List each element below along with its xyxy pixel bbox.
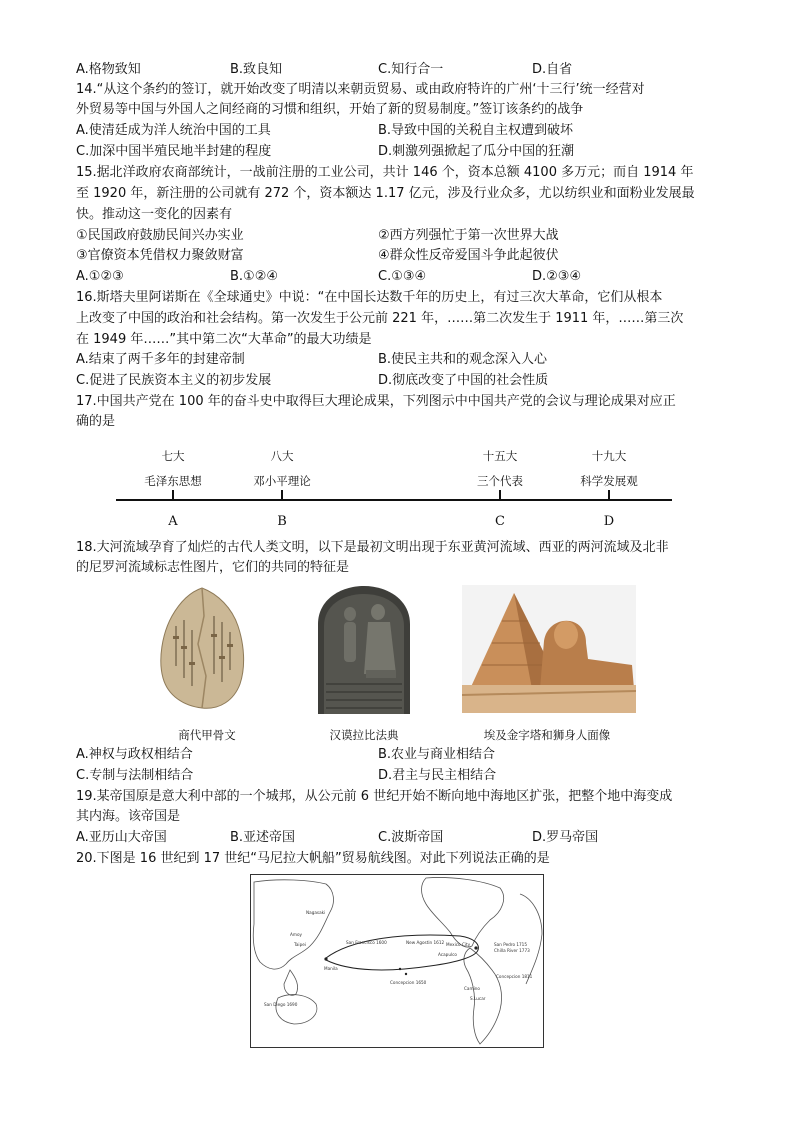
timeline-letter-d: D xyxy=(603,514,615,529)
party-congress-timeline xyxy=(110,442,680,542)
caption-oracle-bone: 商代甲骨文 xyxy=(178,728,236,742)
q16-option-a: A.结束了两千多年的封建帝制 xyxy=(76,352,245,367)
q15-factor-2: ②西方列强忙于第一次世界大战 xyxy=(378,228,559,243)
q16-stem-line-1: 16.斯塔夫里阿诺斯在《全球通史》中说：“在中国长达数千年的历史上，有过三次大革命，它们从根本 xyxy=(76,290,663,305)
q16-stem-line-2: 上改变了中国的政治和社会结构。第一次发生于公元前 221 年，……第二次发生于 1911 年，……第三次 xyxy=(76,311,684,326)
q18-option-d: D.君主与民主相结合 xyxy=(378,768,497,783)
map-label-acapulco: Acapulco xyxy=(438,952,457,957)
q15-option-c: C.①③④ xyxy=(378,269,427,284)
q15-option-b: B.①②④ xyxy=(230,269,279,284)
timeline-tick-b xyxy=(281,490,283,500)
map-label-san-francisco: San Francisco 1600 xyxy=(346,940,387,945)
q19-option-c: C.波斯帝国 xyxy=(378,830,444,845)
map-label-concepcion-1650: Concepcion 1650 xyxy=(390,980,427,985)
timeline-congress-d: 十九大 xyxy=(591,449,627,463)
q14-stem-line-1: 14.“从这个条约的签订，就开始改变了明清以来朝贡贸易、或由政府特许的广州‘十三行’统一经营对 xyxy=(76,82,645,97)
q15-stem-line-3: 快。推动这一变化的因素有 xyxy=(76,207,233,222)
timeline-letter-b: B xyxy=(277,514,287,529)
q13-option-c: C.知行合一 xyxy=(378,62,444,77)
timeline-congress-a: 七大 xyxy=(161,449,185,463)
q18-stem-line-1: 18.大河流域孕育了灿烂的古代人类文明，以下是最初文明出现于东亚黄河流域、西亚的两河流域及北非 xyxy=(76,540,669,555)
q14-option-d: D.刺激列强掀起了瓜分中国的狂潮 xyxy=(378,144,575,159)
q20-stem-line-1: 20.下图是 16 世纪到 17 世纪“马尼拉大帆船”贸易航线图。对此下列说法正确的是 xyxy=(76,851,550,866)
timeline-theory-c: 三个代表 xyxy=(477,474,523,488)
timeline-theory-b: 邓小平理论 xyxy=(253,474,311,488)
q19-stem-line-1: 19.某帝国原是意大利中部的一个城邦，从公元前 6 世纪开始不断向地中海地区扩张，把整个地中海变成 xyxy=(76,789,673,804)
q17-stem-line-2: 确的是 xyxy=(76,414,116,429)
timeline-tick-d xyxy=(608,490,610,500)
q19-option-b: B.亚述帝国 xyxy=(230,830,296,845)
q17-stem-line-1: 17.中国共产党在 100 年的奋斗史中取得巨大理论成果，下列图示中中国共产党的会议与理论成果对应正 xyxy=(76,394,676,409)
map-label-nagasaki: Nagasaki xyxy=(306,910,326,915)
timeline-tick-a xyxy=(172,490,174,500)
q19-option-d: D.罗马帝国 xyxy=(532,830,599,845)
timeline-letter-a: A xyxy=(168,514,178,529)
q19-stem-line-2: 其内海。该帝国是 xyxy=(76,809,181,824)
hammurabi-stele-image xyxy=(312,584,416,714)
timeline-congress-c: 十五大 xyxy=(482,449,518,463)
q19-option-a: A.亚历山大帝国 xyxy=(76,830,167,845)
manila-galleon-route-map xyxy=(250,874,544,1048)
timeline-congress-b: 八大 xyxy=(270,449,294,463)
q16-option-b: B.使民主共和的观念深入人心 xyxy=(378,352,548,367)
caption-hammurabi: 汉谟拉比法典 xyxy=(329,728,399,742)
q15-stem-line-2: 至 1920 年，新注册的公司就有 272 个，资本额达 1.17 亿元，涉及行业众多，尤以纺织业和面粉业发展最 xyxy=(76,186,695,201)
q18-option-b: B.农业与商业相结合 xyxy=(378,747,496,762)
q18-option-c: C.专制与法制相结合 xyxy=(76,768,194,783)
pyramid-sphinx-image xyxy=(462,585,636,713)
map-label-s-lucar: S.Lucar xyxy=(470,996,486,1001)
map-label-concepcion-1811: Concepcion 1811 xyxy=(496,974,533,979)
q13-option-d: D.自省 xyxy=(532,62,573,77)
map-label-san-diego: San Diego 1690 xyxy=(264,1002,298,1007)
q16-stem-line-3: 在 1949 年……”其中第二次“大革命”的最大功绩是 xyxy=(76,332,372,347)
timeline-theory-d: 科学发展观 xyxy=(580,474,638,488)
map-label-mexico-city: Mexico City xyxy=(446,942,471,947)
map-label-manila: Manila xyxy=(324,966,338,971)
q15-factor-3: ③官僚资本凭借权力聚敛财富 xyxy=(76,248,244,263)
q13-option-b: B.致良知 xyxy=(230,62,283,77)
q15-factor-1: ①民国政府鼓励民间兴办实业 xyxy=(76,228,244,243)
q18-option-a: A.神权与政权相结合 xyxy=(76,747,193,762)
q15-option-a: A.①②③ xyxy=(76,269,124,284)
q15-factor-4: ④群众性反帝爱国斗争此起彼伏 xyxy=(378,248,559,263)
q18-stem-line-2: 的尼罗河流域标志性图片，它们的共同的特征是 xyxy=(76,560,350,575)
map-label-san-pedro: San Pedro 1715 xyxy=(494,942,527,947)
map-label-amoy: Amoy xyxy=(290,932,302,937)
timeline-tick-c xyxy=(499,490,501,500)
q15-stem-line-1: 15.据北洋政府农商部统计，一战前注册的工业公司，共计 146 个，资本总额 4100 多万元；而自 1914 年 xyxy=(76,165,694,180)
caption-pyramid-sphinx: 埃及金字塔和狮身人面像 xyxy=(483,728,611,742)
q14-stem-line-2: 外贸易等中国与外国人之间经商的习惯和组织，开始了新的贸易制度。”签订该条约的战争 xyxy=(76,102,584,117)
q14-option-a: A.使清廷成为洋人统治中国的工具 xyxy=(76,123,271,138)
q16-option-c: C.促进了民族资本主义的初步发展 xyxy=(76,373,272,388)
q15-option-d: D.②③④ xyxy=(532,269,582,284)
q14-option-b: B.导致中国的关税自主权遭到破坏 xyxy=(378,123,574,138)
map-label-camino: Camino xyxy=(464,986,480,991)
oracle-bone-image xyxy=(158,586,248,712)
map-label-chilla-river: Chilla River 1773 xyxy=(494,948,530,953)
timeline-theory-a: 毛泽东思想 xyxy=(144,474,202,488)
timeline-letter-c: C xyxy=(495,514,505,529)
map-label-taipei: Taipei xyxy=(294,942,306,947)
timeline-axis xyxy=(116,499,672,501)
map-label-new-agostin: New Agostin 1612 xyxy=(406,940,445,945)
q13-option-a: A.格物致知 xyxy=(76,62,141,77)
q16-option-d: D.彻底改变了中国的社会性质 xyxy=(378,373,549,388)
q14-option-c: C.加深中国半殖民地半封建的程度 xyxy=(76,144,272,159)
